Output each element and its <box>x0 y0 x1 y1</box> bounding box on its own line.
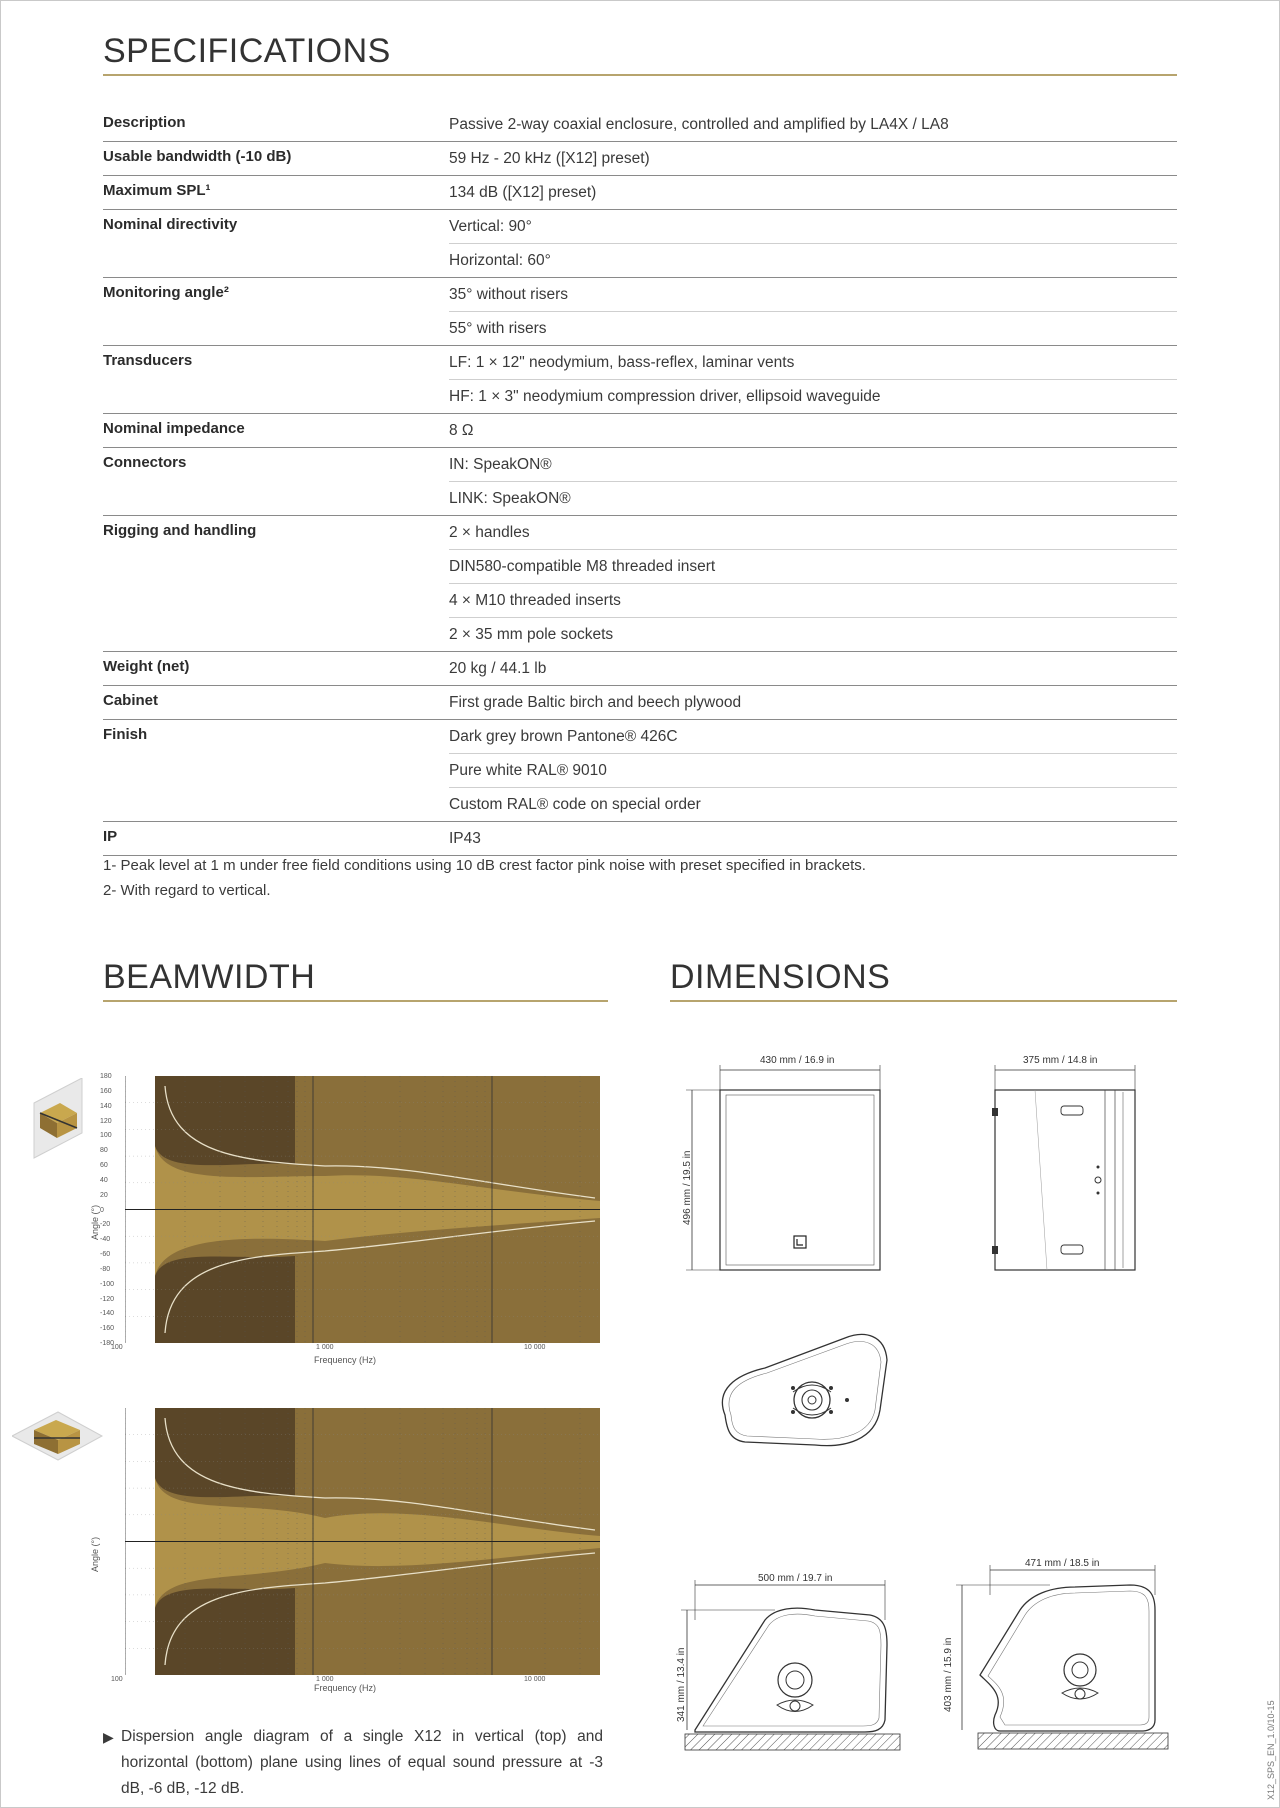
front-width-label: 430 mm / 16.9 in <box>760 1055 835 1066</box>
monitor1-width-label: 500 mm / 19.7 in <box>758 1573 833 1584</box>
spec-value: 59 Hz - 20 kHz ([X12] preset) <box>449 150 650 167</box>
spec-label: Connectors <box>103 454 187 471</box>
beamwidth-title: BEAMWIDTH <box>103 958 316 996</box>
y-tick-label: -40 <box>100 1236 111 1244</box>
spec-value: 55° with risers <box>449 320 547 337</box>
x-tick-horizontal-100: 100 <box>111 1676 123 1683</box>
spec-value: Vertical: 90° <box>449 210 1177 244</box>
dimensions-title: DIMENSIONS <box>670 958 891 996</box>
y-axis-label-horizontal: Angle (°) <box>90 1536 100 1572</box>
y-tick-label: 180 <box>100 1073 112 1080</box>
spec-label: Monitoring angle² <box>103 284 229 301</box>
spec-row <box>103 686 1177 720</box>
spec-row <box>103 516 1177 652</box>
spec-label: Nominal directivity <box>103 216 238 233</box>
spec-row <box>103 720 1177 822</box>
y-tick-label: -160 <box>100 1325 115 1333</box>
spec-label: Cabinet <box>103 692 159 709</box>
spec-row <box>103 414 1177 448</box>
x-axis-label-vertical: Frequency (Hz) <box>314 1355 377 1365</box>
rear-view-drawing <box>985 1060 1145 1280</box>
y-tick-label: 80 <box>100 1147 108 1155</box>
spec-label: Finish <box>103 726 148 743</box>
spec-value: Custom RAL® code on special order <box>449 796 701 813</box>
beamwidth-plot-vertical <box>125 1076 600 1343</box>
beamwidth-chart-horizontal <box>125 1408 600 1675</box>
monitor-side-view-1 <box>675 1570 915 1760</box>
spec-value: IN: SpeakON® <box>449 448 1177 482</box>
spec-label: Description <box>103 114 186 131</box>
spec-value: Passive 2-way coaxial enclosure, controlled and amplified by LA4X / LA8 <box>449 116 949 133</box>
spec-value: 134 dB ([X12] preset) <box>449 184 597 201</box>
spec-value: DIN580-compatible M8 threaded insert <box>449 550 1177 584</box>
vertical-plane-icon <box>32 1078 87 1160</box>
spec-row <box>103 142 1177 176</box>
spec-row <box>103 176 1177 210</box>
specifications-rule <box>103 74 1177 76</box>
y-tick-label: -80 <box>100 1265 111 1273</box>
spec-value: Pure white RAL® 9010 <box>449 754 1177 788</box>
spec-value: 35° without risers <box>449 278 1177 312</box>
spec-label: Rigging and handling <box>103 522 257 539</box>
spec-label: Transducers <box>103 352 193 369</box>
spec-value: 2 × handles <box>449 516 1177 550</box>
spec-value: LF: 1 × 12" neodymium, bass-reflex, laminar vents <box>449 346 1177 380</box>
horizontal-plane-icon <box>12 1408 104 1463</box>
y-tick-label: 100 <box>100 1132 112 1140</box>
spec-row <box>103 448 1177 516</box>
spec-value: LINK: SpeakON® <box>449 490 571 507</box>
spec-label: Weight (net) <box>103 658 190 675</box>
y-tick-label: -60 <box>100 1251 111 1258</box>
spec-row <box>103 652 1177 686</box>
y-tick-label: 20 <box>100 1191 108 1199</box>
spec-label: Maximum SPL¹ <box>103 182 211 199</box>
beamwidth-caption <box>103 1724 603 1802</box>
monitor-side-view-2 <box>950 1555 1180 1760</box>
document-reference: X12_SPS_EN_1.0/10-15 <box>1266 1700 1276 1800</box>
top-view-drawing <box>715 1330 895 1455</box>
x-tick-vertical-100: 100 <box>111 1344 123 1351</box>
spec-value: 4 × M10 threaded inserts <box>449 584 1177 618</box>
monitor2-width-label: 471 mm / 18.5 in <box>1025 1558 1100 1569</box>
spec-value: 8 Ω <box>449 422 474 439</box>
beamwidth-rule <box>103 1000 608 1002</box>
x-tick-horizontal-10000: 10 000 <box>524 1676 546 1683</box>
x-tick-vertical-10000: 10 000 <box>524 1344 546 1351</box>
front-height-label: 496 mm / 19.5 in <box>682 1150 693 1225</box>
spec-row <box>103 108 1177 142</box>
triangle-bullet-icon: ▶ <box>103 1729 114 1745</box>
y-tick-label: 0 <box>100 1206 104 1214</box>
footnote-2: 2- With regard to vertical. <box>103 882 271 899</box>
spec-row <box>103 278 1177 346</box>
spec-value: First grade Baltic birch and beech plywood <box>449 694 742 711</box>
spec-value: Dark grey brown Pantone® 426C <box>449 720 1177 754</box>
y-tick-label: -120 <box>100 1295 115 1303</box>
spec-label: Usable bandwidth (-10 dB) <box>103 148 292 165</box>
y-tick-label: 40 <box>100 1176 108 1184</box>
y-tick-label: 120 <box>100 1117 112 1125</box>
spec-value: 20 kg / 44.1 lb <box>449 660 547 677</box>
front-view-drawing <box>680 1060 900 1280</box>
monitor1-height-label: 341 mm / 13.4 in <box>676 1647 687 1722</box>
y-tick-label: -100 <box>100 1280 115 1288</box>
spec-row <box>103 346 1177 414</box>
x-tick-vertical-1000: 1 000 <box>316 1344 334 1351</box>
monitor2-height-label: 403 mm / 15.9 in <box>943 1637 954 1712</box>
footnote-1: 1- Peak level at 1 m under free field conditions using 10 dB crest factor pink noise with preset specified in brackets. <box>103 857 866 874</box>
x-axis-label-horizontal: Frequency (Hz) <box>314 1683 377 1693</box>
rear-width-label: 375 mm / 14.8 in <box>1023 1055 1098 1066</box>
spec-label: IP <box>103 828 118 845</box>
spec-value: Horizontal: 60° <box>449 252 551 269</box>
spec-value: IP43 <box>449 830 481 847</box>
x-tick-horizontal-1000: 1 000 <box>316 1676 334 1683</box>
specifications-title: SPECIFICATIONS <box>103 32 391 70</box>
y-tick-label: -180 <box>100 1340 115 1347</box>
y-tick-label: 60 <box>100 1162 108 1169</box>
spec-label: Nominal impedance <box>103 420 245 437</box>
beamwidth-chart-vertical <box>125 1076 600 1343</box>
y-tick-label: -20 <box>100 1221 111 1229</box>
y-axis-label-vertical: Angle (°) <box>90 1204 100 1240</box>
y-tick-label: -140 <box>100 1310 115 1318</box>
specifications-table <box>103 108 1177 856</box>
beamwidth-plot-horizontal <box>125 1408 600 1675</box>
y-tick-label: 140 <box>100 1102 112 1110</box>
spec-value: 2 × 35 mm pole sockets <box>449 626 614 643</box>
spec-row <box>103 822 1177 856</box>
footnotes <box>103 853 866 903</box>
spec-row <box>103 210 1177 278</box>
y-tick-label: 160 <box>100 1087 112 1095</box>
dimensions-rule <box>670 1000 1177 1002</box>
caption-text: Dispersion angle diagram of a single X12 in vertical (top) and horizontal (bottom) plane using lines of equal sound pressure at -3 dB, -6 dB, -12 dB. <box>121 1728 603 1797</box>
spec-value: HF: 1 × 3" neodymium compression driver, ellipsoid waveguide <box>449 388 881 405</box>
